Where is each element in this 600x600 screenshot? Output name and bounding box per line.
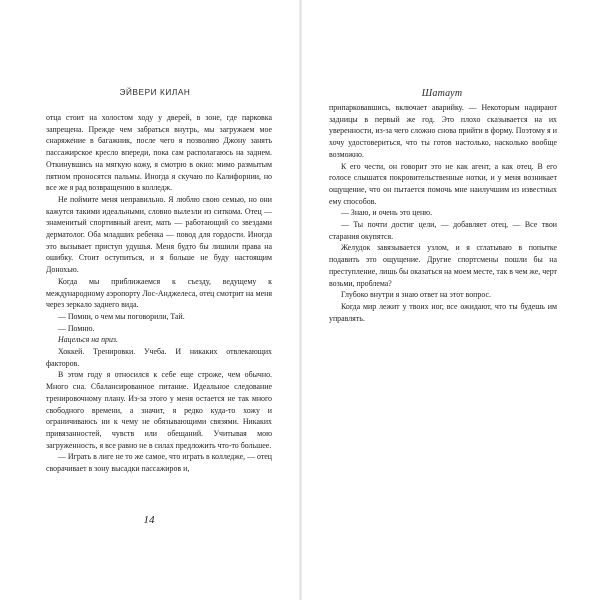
paragraph: Не поймите меня неправильно. Я люблю свою семью, но они кажутся такими идеальными, словно вылезли из ситкома. Отец — знаменитый спортивный агент, мать — работающий со звездами дерматолог. Оба младших ребенка — повод для гордости. Иногда это вызывает приступ удушья. Меня будто бы лишили права на ошибку. Стоит оступиться, и я больше не буду настоящим Донохью.: [46, 194, 272, 275]
page-number: 14: [143, 514, 155, 526]
dialogue-line: — Помни, о чем мы поговорили, Тай.: [58, 311, 185, 321]
italic-thought: Нацелься на приз.: [58, 335, 118, 345]
right-page-text: [329, 102, 557, 324]
paragraph: отца стоит на холостом ходу у дверей, в зоне, где парковка запрещена. Прежде чем забраться внутрь, мы загружаем мое снаряжение в багажник, после чего я позволяю Джону занять пассажирское кресло впереди, пока сам располагаюсь на заднем. Откинувшись на мягкую кожу, я смотрю в окно: мимо размытым пятном проносятся пальмы. Иногда я скучаю по Калифорнии, но все же я рад возвращению в колледж.: [46, 113, 272, 193]
dialogue-line: — Ты почти достиг цели, — добавляет отец, — Все твои старания окупятся.: [329, 220, 557, 241]
dialogue-line: — Помню.: [58, 323, 95, 333]
dialogue-line: — Знаю, и очень это ценю.: [341, 208, 433, 218]
paragraph: Глубоко внутри я знаю ответ на этот вопрос.: [341, 290, 491, 300]
paragraph: Когда мир лежит у твоих ног, все ожидают, что ты будешь им управлять.: [329, 301, 557, 323]
paragraph: — Играть в лиге не то же самое, что играть в колледже, — отец сворачивает в зону высадки пассажиров и,: [46, 452, 272, 474]
running-head-author: ЭЙВЕРИ КИЛАН: [119, 88, 191, 97]
left-page-text: [46, 112, 272, 475]
paragraph: Хоккей. Тренировки. Учеба. И никаких отвлекающих факторов.: [46, 347, 272, 368]
paragraph: Когда мы приближаемся к съезду, ведущему к международному аэропорту Лос-Анджелеса, отец смотрит на меня через зеркало заднего вида.: [46, 276, 272, 310]
running-head-title: Шатаут: [421, 88, 463, 99]
paragraph: припарковавшись, включает аварийку. — Некоторым надирают задницы в первый же год. Это плохо сказывается на их уверенности, из-за чего сложно снова прийти в форму. Поэтому я и хочу удостовериться, что ты готов настолько, насколько вообще возможно.: [329, 103, 557, 159]
paragraph: Желудок завязывается узлом, и я сглатываю в попытке подавить это ощущение. Другие спортсмены пошли бы на преступление, лишь бы оказаться на моем месте, так в чем же, черт возьми, проблема?: [329, 243, 557, 288]
right-page: [302, 0, 600, 600]
paragraph: В этом году я относился к себе еще строже, чем обычно. Много сна. Сбалансированное питание. Идеальное следование тренировочному плану. Из-за этого у меня остается не так много свободного времени, а значит, я редко куда-то хожу и ограничиваюсь ни к чему не обязывающими связями. Никаких привязанностей, чувств или обещаний. Учитывая мою загруженность, я все равно не в силах предложить что-то большее.: [46, 370, 272, 450]
paragraph: К его чести, он говорит это не как агент, а как отец. В его голосе слышатся покровительственные нотки, и у меня возникает ощущение, что он пытается помочь мне наилучшим из известных ему способов.: [329, 161, 557, 206]
